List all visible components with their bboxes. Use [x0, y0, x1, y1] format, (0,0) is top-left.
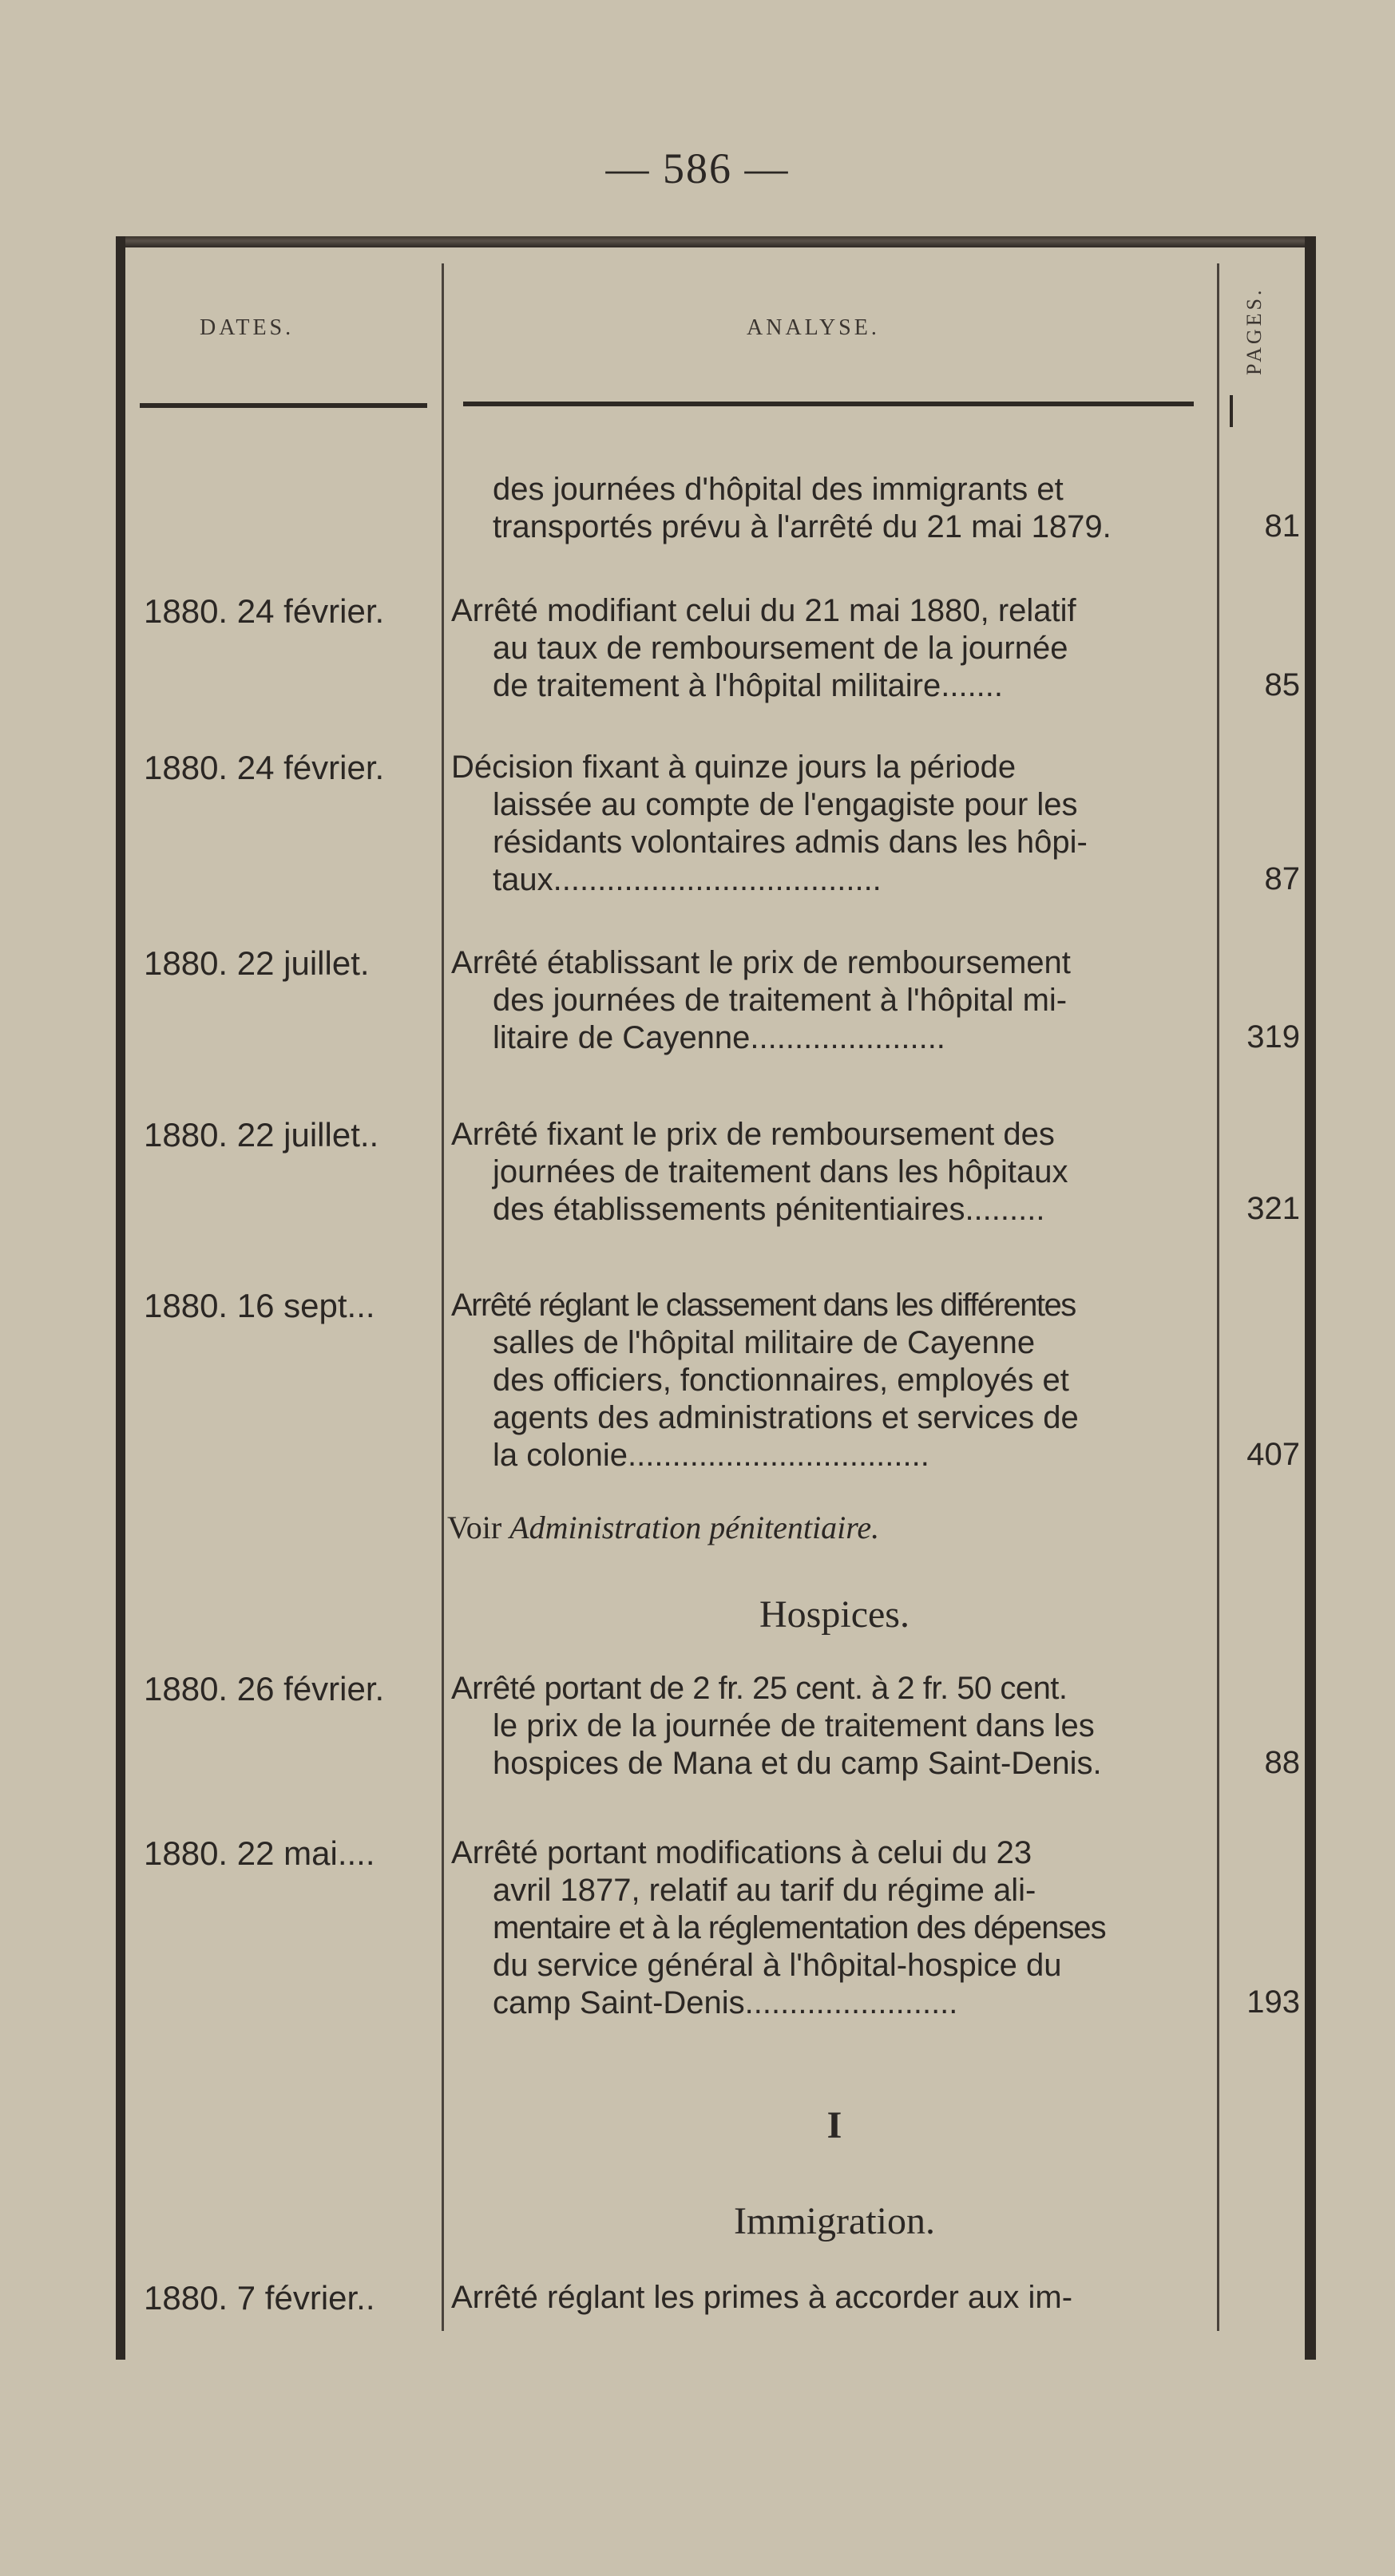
entry-text [451, 1670, 1210, 1783]
entry-line: des établissements pénitentiaires......... [493, 1192, 1045, 1227]
entry-page: 85 [1264, 667, 1300, 702]
entry-line: au taux de remboursement de la journée [493, 631, 1068, 666]
entry-page: 88 [1264, 1745, 1300, 1780]
entry-line: la colonie.................................. [493, 1438, 929, 1473]
entry-text [451, 592, 1210, 705]
section-title-hospices: Hospices. [759, 1593, 910, 1636]
entry-line: Arrêté réglant le classement dans les différentes [451, 1288, 1076, 1323]
header-rule-analyse [463, 402, 1194, 406]
column-divider-dates [442, 263, 444, 2331]
entry-line: taux..................................... [493, 862, 882, 897]
entry-text [451, 1287, 1210, 1474]
header-rule-pages [1230, 395, 1233, 427]
entry-date: 1880. 24 février. [144, 749, 385, 786]
entry-text [451, 2279, 1210, 2317]
entry-line: Arrêté portant de 2 fr. 25 cent. à 2 fr. 50 cent. [451, 1671, 1068, 1706]
entry-line: de traitement à l'hôpital militaire....... [493, 668, 1004, 703]
entry-line: du service général à l'hôpital-hospice du [493, 1948, 1062, 1983]
entry-text [451, 1116, 1210, 1229]
entry-line: Arrêté établissant le prix de remboursement [451, 945, 1071, 980]
entry-page: 407 [1246, 1437, 1300, 1472]
entry-line: des officiers, fonctionnaires, employés et [493, 1363, 1069, 1398]
see-also-prefix: Voir [447, 1510, 510, 1545]
entry-page: 81 [1264, 508, 1300, 544]
entry-text [451, 471, 1210, 546]
entry-line: le prix de la journée de traitement dans les [493, 1708, 1095, 1743]
page-number: — 586 — [605, 144, 790, 192]
entry-line: avril 1877, relatif au tarif du régime ali- [493, 1873, 1036, 1908]
entry-date: 1880. 22 juillet.. [144, 1116, 379, 1153]
entry-page: 321 [1246, 1191, 1300, 1226]
header-analyse: ANALYSE. [747, 315, 880, 340]
section-letter: I [826, 2104, 842, 2147]
entry-page: 193 [1246, 1984, 1300, 2020]
section-title-immigration: Immigration. [734, 2200, 935, 2242]
entry-page: 319 [1246, 1019, 1300, 1055]
entry-date: 1880. 26 février. [144, 1670, 385, 1707]
entry-line: transportés prévu à l'arrêté du 21 mai 1879. [493, 509, 1112, 544]
entry-line: agents des administrations et services de [493, 1400, 1079, 1435]
entry-line: camp Saint-Denis........................ [493, 1985, 958, 2020]
entry-line: Arrêté réglant les primes à accorder aux im- [451, 2280, 1073, 2315]
entry-line: Arrêté fixant le prix de remboursement des [451, 1117, 1055, 1152]
entry-date: 1880. 7 février.. [144, 2279, 375, 2317]
entry-date: 1880. 24 février. [144, 592, 385, 630]
column-divider-analyse [1217, 263, 1219, 2331]
entry-text [451, 749, 1210, 899]
entry-line: résidants volontaires admis dans les hôpi- [493, 825, 1088, 860]
entry-line: salles de l'hôpital militaire de Cayenne [493, 1325, 1036, 1360]
table-left-border [116, 236, 125, 2360]
see-also-reference: Administration pénitentiaire. [509, 1510, 880, 1545]
entry-line: litaire de Cayenne...................... [493, 1020, 945, 1055]
header-pages: PAGES. [1242, 287, 1266, 376]
entry-page: 87 [1264, 861, 1300, 896]
entry-line: Décision fixant à quinze jours la période [451, 750, 1017, 785]
entry-line: Arrêté modifiant celui du 21 mai 1880, relatif [451, 593, 1076, 628]
table-right-border [1305, 236, 1316, 2360]
entry-line: des journées de traitement à l'hôpital mi- [493, 983, 1068, 1018]
table-top-border [116, 236, 1314, 247]
entry-text [451, 944, 1210, 1057]
entry-line: hospices de Mana et du camp Saint-Denis. [493, 1746, 1102, 1781]
entry-date: 1880. 16 sept... [144, 1287, 375, 1324]
entry-line: journées de traitement dans les hôpitaux [493, 1154, 1068, 1189]
see-also-note [447, 1509, 1214, 1546]
entry-line: laissée au compte de l'engagiste pour les [493, 787, 1078, 822]
entry-line: Arrêté portant modifications à celui du 23 [451, 1835, 1032, 1870]
header-rule-dates [140, 403, 427, 408]
header-dates: DATES. [200, 315, 295, 340]
entry-line: mentaire et à la réglementation des dépenses [493, 1910, 1106, 1945]
entry-date: 1880. 22 juillet. [144, 944, 370, 982]
entry-date: 1880. 22 mai.... [144, 1834, 375, 1872]
entry-line: des journées d'hôpital des immigrants et [493, 472, 1064, 507]
entry-text [451, 1834, 1210, 2022]
